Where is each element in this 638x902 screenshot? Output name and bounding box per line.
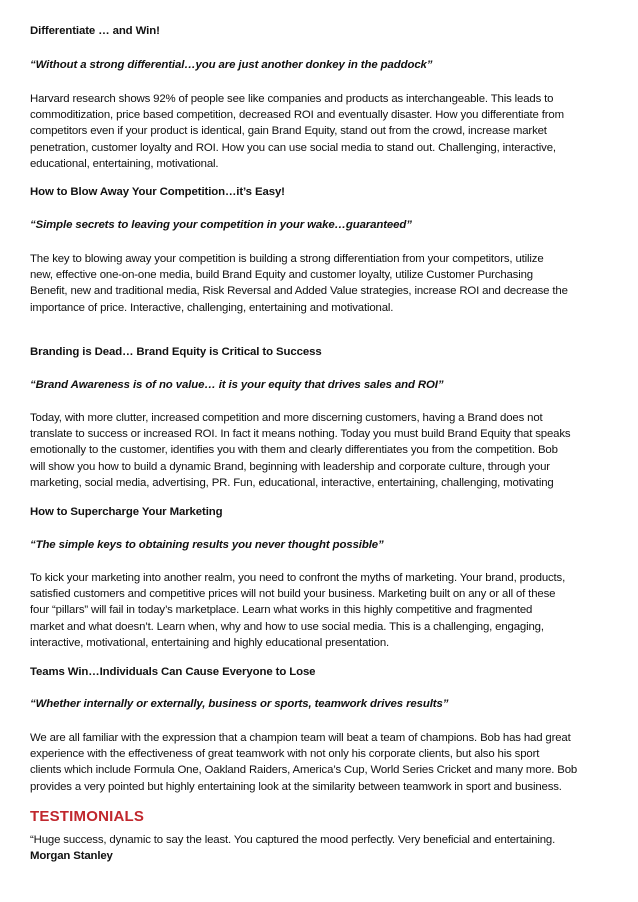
testimonials-title: TESTIMONIALS — [30, 808, 145, 825]
section-heading: Differentiate … and Win! — [30, 25, 160, 37]
section-body: Harvard research shows 92% of people see like companies and products as interchangeable. This leads to commoditization, price based competition, decreased ROI and eventually disaster. How you differentiate from competitors even if your product is identical, gain Brand Equity, stand out from the crowd, increase market penetration, customer loyalty and ROI. How you can use social media to stand out. Challenging, interactive, educational, entertaining, motivational. — [30, 93, 564, 170]
testimonial-text: “Huge success, dynamic to say the least. You captured the mood perfectly. Very beneficial and entertaining. — [30, 834, 556, 846]
section-body: Today, with more clutter, increased competition and more discerning customers, having a Brand does not translate to success or increased ROI. In fact it means nothing. Today you must build Brand Equity that speaks emotionally to the customer, identifies you with them and clearly differentiates you from the competition. Bob will show you how to build a dynamic Brand, beginning with leadership and corporate culture, through your marketing, social media, advertising, PR. Fun, educational, interactive, entertaining, challenging, motivating — [30, 412, 571, 489]
section-heading: How to Blow Away Your Competition…it’s Easy! — [30, 186, 285, 198]
section-body: We are all familiar with the expression that a champion team will beat a team of champions. Bob has had great experience with the effectiveness of great teamwork with not only his corporate clients, but also his sport clients which include Formula One, Oakland Raiders, America’s Cup, World Series Cricket and many more. Bob provides a very pointed but highly entertaining look at the similarity between teamwork in sport and business. — [30, 732, 578, 793]
section-body: To kick your marketing into another realm, you need to confront the myths of marketing. Your brand, products, satisfied customers and competitive prices will not build your business. Marketing built on any or all of these four “pillars” will fail in today’s marketplace. Learn what works in this highly competitive and fragmented market and what doesn’t. Learn when, why and how to use social media. This is a challenging, engaging, interactive, motivational, entertaining and highly educational presentation. — [30, 572, 566, 649]
section-body: The key to blowing away your competition is building a strong differentiation from your competitors, utilize new, effective one-on-one media, build Brand Equity and customer loyalty, utilize Customer Purchasing Benefit, new and traditional media, Risk Reversal and Added Value strategies, increase ROI and decrease the importance of price. Interactive, challenging, entertaining and motivational. — [30, 253, 568, 314]
section-quote: “Whether internally or externally, business or sports, teamwork drives results” — [30, 698, 449, 710]
section-quote: “Brand Awareness is of no value… it is your equity that drives sales and ROI” — [30, 379, 444, 391]
section-heading: Teams Win…Individuals Can Cause Everyone to Lose — [30, 666, 316, 678]
section-heading: How to Supercharge Your Marketing — [30, 506, 223, 518]
testimonial-quote — [30, 832, 610, 864]
section-heading: Branding is Dead… Brand Equity is Critical to Success — [30, 346, 322, 358]
testimonial-source: Morgan Stanley — [30, 850, 113, 863]
section-quote: “Without a strong differential…you are just another donkey in the paddock” — [30, 59, 433, 71]
section-quote: “The simple keys to obtaining results you never thought possible” — [30, 539, 384, 551]
section-quote: “Simple secrets to leaving your competition in your wake…guaranteed” — [30, 219, 412, 231]
